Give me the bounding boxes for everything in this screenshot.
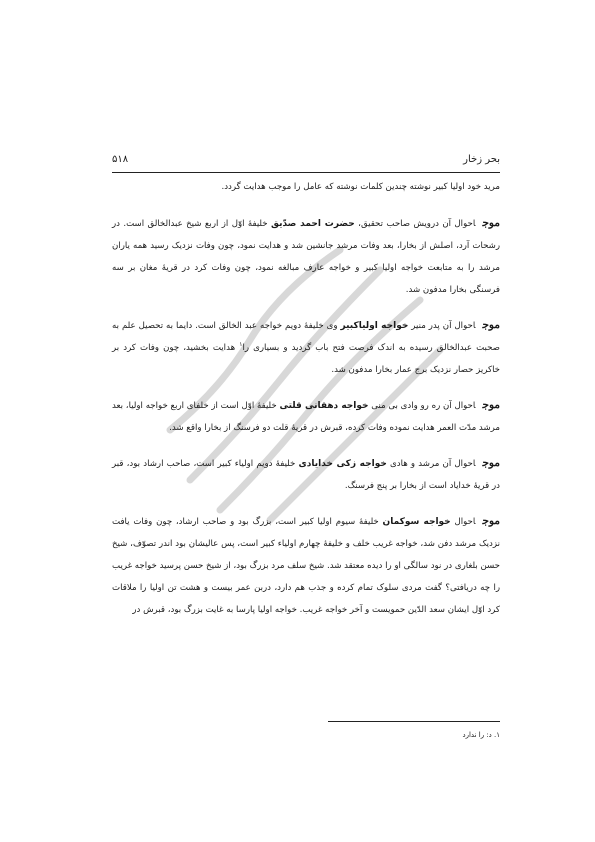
footnote-rule — [328, 721, 500, 722]
text-run: خلیفهٔ اوّل است از خلفای اربع خواجه اولیا، بعد مرشد مدّت العمر هدایت نموده وفات کرده، قبرش در قریهٔ قلت دو فرسنگ از بخارا واقع شد. — [112, 401, 500, 433]
header-rule — [112, 172, 500, 173]
footnote-ref: ۱ — [239, 341, 243, 349]
paragraph — [112, 510, 500, 621]
section-marker: موج — [482, 515, 500, 527]
paragraph — [112, 176, 500, 198]
section-marker: موج — [482, 217, 500, 229]
body-text — [112, 176, 500, 634]
text-run: مرید خود اولیا کبیر نوشته چندین کلمات نوشته که عامل را موجب هدایت گردد. — [221, 182, 500, 192]
paragraph — [112, 314, 500, 381]
text-run: خلیفهٔ دویم اولیاء کبیر است، صاحب ارشاد بود، قبر در قریهٔ خدایاد است از بخارا بر پنج فرسنگ. — [112, 459, 500, 491]
text-run: احوال آن پدر منیر — [408, 321, 476, 331]
text-run: احوال آن درویش صاحب تحقیق، — [354, 219, 476, 229]
person-name: خواجه دهقانی قلتی — [279, 401, 369, 411]
page-number: ۵۱۸ — [112, 154, 129, 165]
person-name: حضرت احمد صدّیق — [270, 219, 355, 229]
footnote: ۱. د: را ندارد — [462, 731, 500, 739]
paragraph — [112, 394, 500, 439]
section-marker: موج — [482, 457, 500, 469]
person-name: خواجه اولیاکبیر — [340, 321, 409, 331]
section-marker: موج — [482, 399, 500, 411]
running-title: بحر زخار — [463, 154, 500, 165]
person-name: خواجه زکی خدایادی — [298, 459, 387, 469]
text-run: وی خلیفهٔ دویم خواجه عبد الخالق است. دایما به تحصیل علم به صحبت عبدالخالق رسیده به اندک فرصت فتح باب گردید و بسیاری را — [112, 321, 500, 353]
paragraph — [112, 212, 500, 301]
text-run: احوال آن ره رو وادی بی منی — [368, 401, 476, 411]
section-marker: موج — [482, 319, 500, 331]
text-run: احوال — [450, 517, 476, 527]
text-run: خلیفهٔ اوّل از اربع شیخ عبدالخالق است. در رشحات آرد، اصلش از بخارا، بعد وفات مرشد جانشین شد و هدایت نمود، چون وفات نزدیک رسید همه یاران مرشد را به متابعت خواجه اولیا کبیر و خواجه عارف مبالغه نمود، چون وفات کرد در قریهٔ مغان بر سه فرسنگی بخارا مدفون شد. — [112, 219, 500, 295]
text-run: هدایت بخشید، چون وفات کرد بر خاکریز حصار نزدیک برج عمار بخارا مدفون شد. — [112, 343, 500, 375]
text-run: احوال آن مرشد و هادی — [386, 459, 476, 469]
paragraph — [112, 452, 500, 497]
person-name: خواجه سوکمان — [382, 517, 451, 527]
running-header — [112, 150, 500, 170]
text-run: خلیفهٔ سیوم اولیا کبیر است، بزرگ بود و صاحب ارشاد، چون وفات یافت نزدیک مرشد دفن شد، خواجه غریب خلف و خلیفهٔ چهارم اولیاء کبیر است، پس عالیشان بود اندر تصوّف، شیخ حسن بلغاری در نود سالگی او را دیده معتقد شد. شیخ سلف مرد بزرگ بود، از شیخ حسن پرسید خواجه غریب را چه دریافتی؟ گفت مردی سلوک تمام کرده و جذب هم دارد، دربن عمر بیست و هشت تن اولیا را ملاقات کرد اوّل ایشان سعد الدّین حمویست و آخر خواجه غریب. خواجه اولیا پارسا به غایت بزرگ بود، قبرش در — [112, 517, 500, 615]
